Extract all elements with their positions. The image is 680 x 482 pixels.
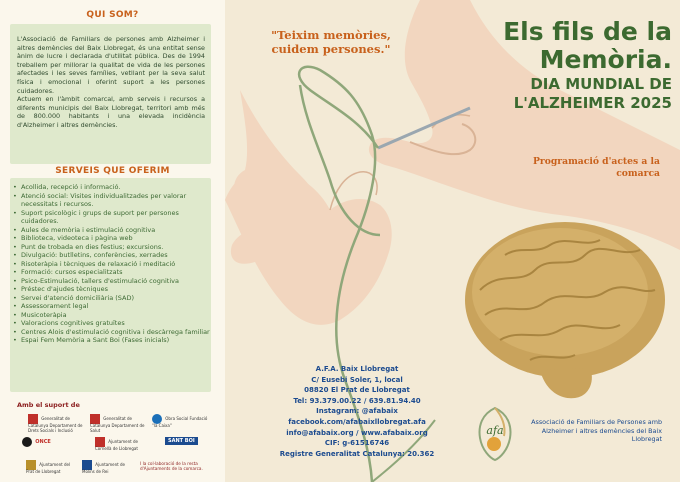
contact-phone: Tel: 93.379.00.22 / 639.81.94.40	[293, 396, 421, 405]
contact-address: C/ Eusebi Soler, 1, local	[311, 375, 403, 384]
logo-salut: Generalitat de Catalunya Departament de Salut	[90, 416, 145, 433]
title-line-2: Memòria.	[539, 45, 672, 74]
service-item: • Centres Alois d'estimulació cognitiva i descàrrega familiar	[12, 328, 211, 337]
service-item: • Atenció social: Visites individualitzades per valorar necessitats i recursos.	[12, 192, 211, 209]
service-item: • Valoracions cognitives gratuïtes	[12, 319, 211, 328]
once-icon	[22, 437, 32, 447]
logo-cornella: Ajuntament de Cornellà de Llobregat	[95, 439, 138, 451]
services-title: SERVEIS QUE OFERIM	[55, 166, 170, 176]
about-text	[17, 35, 205, 130]
about-title: QUI SOM?	[86, 10, 139, 20]
service-item: • Punt de trobada en dies festius; excursions.	[12, 243, 211, 252]
title-line-4: L'ALZHEIMER 2025	[513, 94, 672, 112]
logo-molins-de-rei: Ajuntament de Molins de Rei	[82, 462, 125, 474]
logo-el-prat: Ajuntament del Prat de Llobregat	[26, 462, 71, 474]
service-item: • Formació: cursos especialitzats	[12, 268, 211, 277]
contact-facebook: facebook.com/afabaixllobregat.afa	[288, 417, 426, 426]
afa-logo-text: afa	[486, 424, 504, 437]
service-item: • Divulgació: butlletins, conferències, xerrades	[12, 251, 211, 260]
support-note: I la col·laboració de la resta d'Ajuntaments de la comarca.	[140, 461, 203, 471]
contact-city: 08820 El Prat de Llobregat	[304, 386, 410, 395]
services-list	[12, 183, 211, 345]
contact-email-web: info@afabaix.org / www.afabaix.org	[286, 428, 428, 437]
afa-logo-icon	[472, 404, 518, 464]
contact-registry: Registre Generalitat Catalunya: 20.362	[279, 449, 435, 458]
association-name: Associació de Familiars de Persones amb Alzheimer i altres demències del Baix Llobregat	[531, 418, 662, 444]
service-item: • Préstec d'ajudes tècniques	[12, 285, 211, 294]
title-line-1: Els fils de la	[503, 17, 672, 46]
logo-sant-boi: SANT BOI	[165, 439, 210, 444]
logo-drets-socials: Generalitat de Catalunya Departament de Drets Socials i Inclusió	[28, 416, 83, 433]
service-item: • Espai Fem Memòria a Sant Boi (Fases inicials)	[12, 336, 211, 345]
service-item: • Biblioteca, videoteca i pàgina web	[12, 234, 211, 243]
service-item: • Aules de memòria i estimulació cognitiva	[12, 226, 211, 235]
contact-name: A.F.A. Baix Llobregat	[315, 365, 399, 373]
support-label: Amb el suport de	[17, 401, 80, 409]
service-item: • Risoteràpia i tècniques de relaxació i meditació	[12, 260, 211, 269]
programme-heading: Programació d'actes a la comarca	[532, 156, 660, 179]
motto: "Teixim memòries, cuidem persones."	[271, 28, 391, 56]
service-item: • Servei d'atenció domiciliària (SAD)	[12, 294, 211, 303]
service-item: • Psico-Estimulació, tallers d'estimulació cognitiva	[12, 277, 211, 286]
service-item: • Musicoteràpia	[12, 311, 211, 320]
service-item: • Acollida, recepció i informació.	[12, 183, 211, 192]
service-item: • Suport psicològic i grups de suport per persones cuidadores.	[12, 209, 211, 226]
contact-block	[242, 364, 472, 459]
logo-la-caixa: Obra Social Fundació "la Caixa"	[152, 416, 208, 428]
about-paragraph-2: Actuem en l'àmbit comarcal, amb serveis i recursos a diferents municipis del Baix Llobregat, territori amb més de 800.000 habitants i una elevada incidència d'Alzheimer i altres demències.	[17, 95, 205, 129]
main-title	[372, 18, 672, 112]
contact-instagram: Instagram: @afabaix	[316, 407, 398, 416]
about-paragraph-1: L'Associació de Familiars de persones amb Alzheimer i altres demències del Baix Llobregat, és una entitat sense ànim de lucre i declarada d'utilitat pública. Des de 1994 treballem per millorar la qualitat de vida de les persones afectades i les seves famílies, vetllant per la seva salut física i emocional i oferint suport a les persones cuidadores.	[17, 35, 205, 95]
service-item: • Assessorament legal	[12, 302, 211, 311]
contact-cif: CIF: g-61516746	[324, 439, 390, 448]
left-column	[0, 0, 225, 482]
title-line-3: DIA MUNDIAL DE	[530, 75, 672, 93]
logo-once: ONCE	[22, 437, 64, 447]
